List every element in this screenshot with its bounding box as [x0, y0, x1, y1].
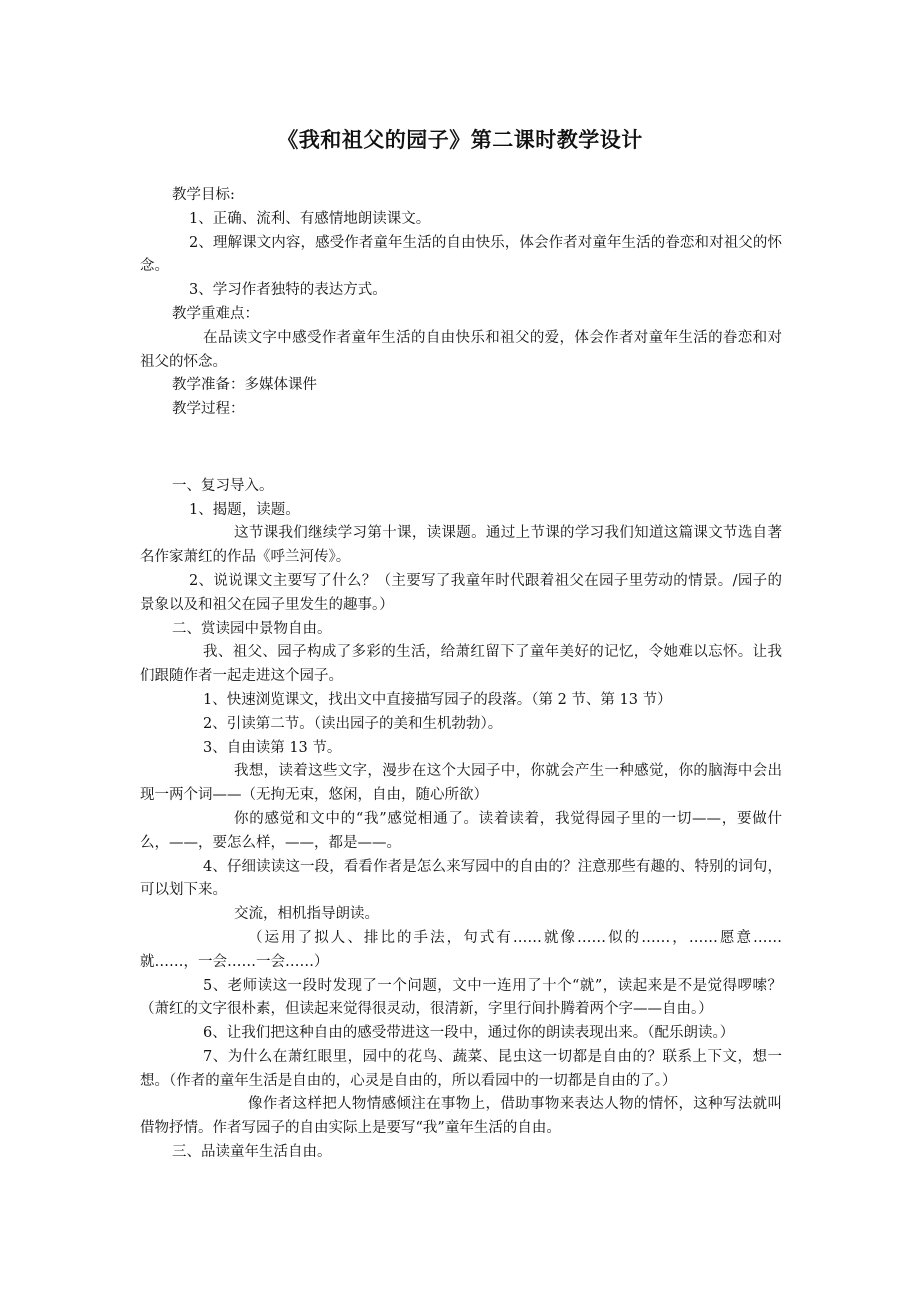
paragraph: 3、学习作者独特的表达方式。	[189, 282, 387, 299]
paragraph: 1、揭题，读题。	[189, 501, 300, 518]
document-title: 《我和祖父的园子》第二课时教学设计	[277, 128, 643, 152]
paragraph: 我、祖父、园子构成了多彩的生活，给萧红留下了童年美好的记忆，令她难以忘怀。让我们跟随作者一起走进这个园子。	[140, 644, 782, 685]
paragraph: 5、老师读这一段时发现了一个问题，文中一连用了十个“就”，读起来是不是觉得啰嗦？（萧红的文字很朴素，但读起来觉得很灵动，很清新，字里行间扑腾着两个字——自由。）	[140, 977, 782, 1018]
paragraph: 7、为什么在萧红眼里，园中的花鸟、蔬菜、昆虫这一切都是自由的？联系上下文，想一想。（作者的童年生活是自由的，心灵是自由的，所以看园中的一切都是自由的了。）	[140, 1048, 782, 1089]
paragraph: 6、让我们把这种自由的感受带进这一段中，通过你的朗读表现出来。（配乐朗读。）	[203, 1025, 735, 1042]
paragraph: 三、品读童年生活自由。	[172, 1144, 332, 1161]
paragraph: 交流，相机指导朗读。	[234, 906, 379, 923]
paragraph: 像作者这样把人物情感倾注在事物上，借助事物来表达人物的情怀，这种写法就叫借物抒情。作者写园子的自由实际上是要写“我”童年生活的自由。	[140, 1096, 782, 1137]
paragraph: 4、仔细读读这一段，看看作者是怎么来写园中的自由的？注意那些有趣的、特别的词句，可以划下来。	[140, 858, 782, 899]
paragraph: （运用了拟人、排比的手法，句式有……就像……似的……，……愿意……就……，一会……一会……）	[140, 929, 782, 970]
paragraph: 2、说说课文主要写了什么？（主要写了我童年时代跟着祖父在园子里劳动的情景。/园子的景象以及和祖父在园子里发生的趣事。）	[140, 572, 782, 613]
paragraph: 1、正确、流利、有感情地朗读课文。	[189, 210, 431, 227]
paragraph: 在品读文字中感受作者童年生活的自由快乐和祖父的爱，体会作者对童年生活的眷恋和对祖父的怀念。	[140, 329, 782, 370]
paragraph: 2、引读第二节。（读出园子的美和生机勃勃）。	[203, 715, 503, 732]
paragraph: 1、快速浏览课文，找出文中直接描写园子的段落。（第 2 节、第 13 节）	[203, 691, 672, 708]
paragraph: 你的感觉和文中的“我”感觉相通了。读着读着，我觉得园子里的一切——，要做什么，——，要怎么样，——，都是——。	[140, 810, 782, 851]
document-body	[140, 184, 782, 1165]
paragraph: 2、理解课文内容，感受作者童年生活的自由快乐，体会作者对童年生活的眷恋和对祖父的怀念。	[140, 234, 782, 275]
paragraph: 这节课我们继续学习第十课，读课题。通过上节课的学习我们知道这篇课文节选自著名作家萧红的作品《呼兰河传》。	[140, 525, 782, 566]
paragraph: 教学重难点：	[172, 305, 259, 322]
paragraph: 我想，读着这些文字，漫步在这个大园子中，你就会产生一种感觉，你的脑海中会出现一两个词——（无拘无束，悠闲，自由，随心所欲）	[140, 763, 782, 804]
paragraph: 教学目标:	[172, 187, 235, 203]
paragraph: 3、自由读第 13 节。	[203, 739, 342, 756]
paragraph: 一、复习导入。	[172, 477, 274, 494]
paragraph: 教学准备：多媒体课件	[172, 377, 317, 394]
paragraph: 二、赏读园中景物自由。	[172, 620, 332, 637]
paragraph: 教学过程：	[172, 401, 245, 418]
paragraph	[140, 436, 782, 460]
